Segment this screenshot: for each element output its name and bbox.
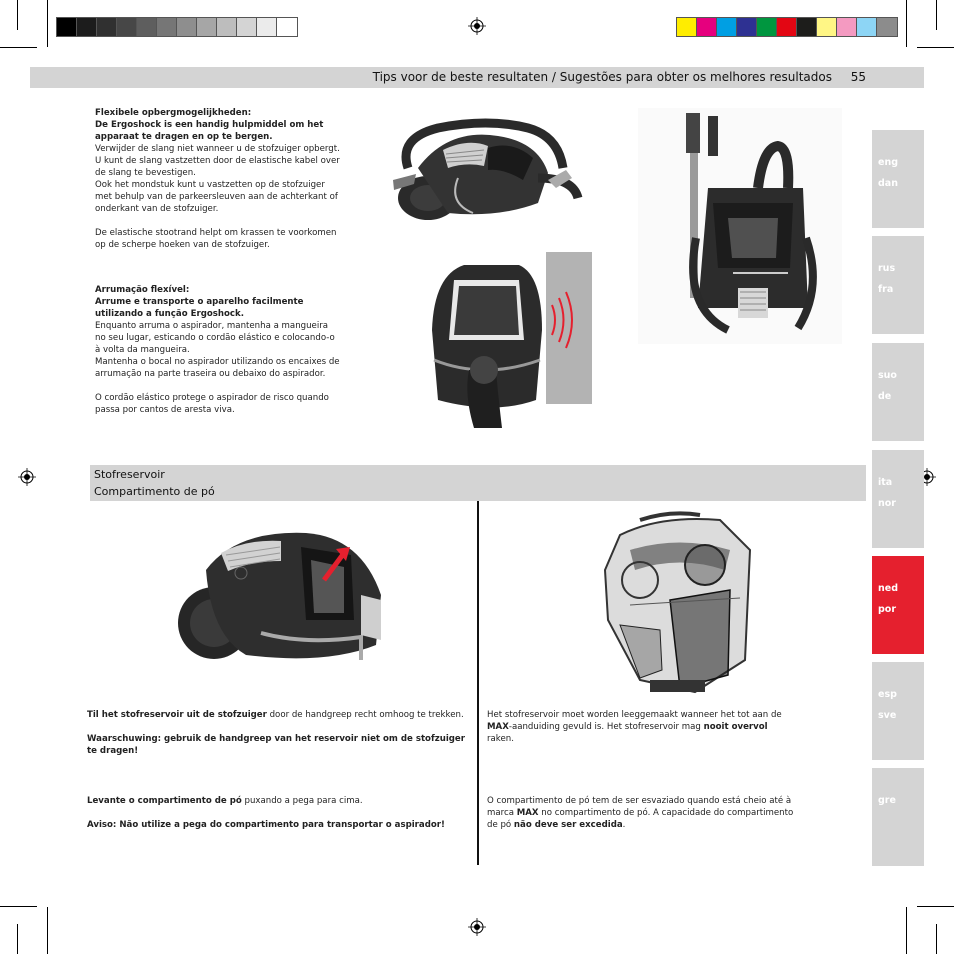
gray-swatch <box>77 18 97 36</box>
language-code: dan <box>878 178 898 189</box>
max-text: O compartimento de pó tem de ser esvaziado quando está cheio até à marca <box>487 796 792 818</box>
section-title-dutch: Stofreservoir <box>94 468 165 481</box>
bumper-wall-image <box>424 250 594 430</box>
language-tab-suo-de[interactable] <box>872 343 924 441</box>
page-title: Tips voor de beste resultaten / Sugestões para obter os melhores resultados <box>372 70 832 84</box>
language-tab-ned-por[interactable] <box>872 556 924 654</box>
color-swatch <box>817 18 837 36</box>
language-tab-gre[interactable] <box>872 768 924 866</box>
section-title-portuguese: Compartimento de pó <box>94 485 215 498</box>
page-header <box>30 67 924 88</box>
gray-swatch <box>217 18 237 36</box>
language-tab-rus-fra[interactable] <box>872 236 924 334</box>
registration-mark-icon <box>18 468 36 486</box>
storage-paragraph: O cordão elástico protege o aspirador de risco quando passa por cantos de aresta viva. <box>95 393 329 415</box>
gray-swatch <box>237 18 257 36</box>
language-code: eng <box>878 157 899 168</box>
storage-paragraph: Enquanto arruma o aspirador, mantenha a mangueira no seu lugar, esticando o cordão elástico e colocando-o à volta da mangueira. <box>95 321 335 355</box>
gray-swatch <box>277 18 297 36</box>
crop-mark <box>906 0 907 47</box>
color-swatch <box>697 18 717 36</box>
dust-container-text-left-pt <box>87 795 467 831</box>
language-code: rus <box>878 263 896 274</box>
language-code: esp <box>878 689 897 700</box>
column-divider <box>477 501 479 865</box>
gray-swatch <box>257 18 277 36</box>
page-number: 55 <box>850 70 866 84</box>
gray-swatch <box>137 18 157 36</box>
max-text: . <box>622 820 626 830</box>
warning-text: Waarschuwing: gebruik de handgreep van het reservoir niet om de stofzuiger te dragen! <box>87 734 465 756</box>
storage-subheading: Arrume e transporte o aparelho facilmente utilizando a função Ergoshock. <box>95 297 304 319</box>
gray-swatch <box>97 18 117 36</box>
crop-mark <box>906 907 907 954</box>
language-tab-esp-sve[interactable] <box>872 662 924 760</box>
color-swatch <box>837 18 857 36</box>
vacuum-upright-storage-image <box>638 108 842 344</box>
crop-mark <box>0 47 37 48</box>
language-code: suo <box>878 370 897 381</box>
max-text: no compartimento de pó. A capacidade do compartimento de pó <box>487 808 794 830</box>
language-code: ita <box>878 477 893 488</box>
crop-mark <box>0 906 37 907</box>
gray-swatch <box>197 18 217 36</box>
language-code: fra <box>878 284 894 295</box>
instruction-bold: Levante o compartimento de pó <box>87 796 242 806</box>
gray-swatch <box>117 18 137 36</box>
dust-container-text-left <box>87 709 467 757</box>
storage-heading: Arrumação flexível: <box>95 285 190 295</box>
dust-container-text-right-pt <box>487 795 797 831</box>
max-emphasis: não deve ser excedida <box>513 820 623 830</box>
color-swatch <box>737 18 757 36</box>
crop-mark <box>936 924 937 954</box>
storage-paragraph: Verwijder de slang niet wanneer u de stofzuiger opbergt. U kunt de slang vastzetten door de elastische kabel over de slang te bevestigen. <box>95 144 340 178</box>
language-code: de <box>878 391 892 402</box>
color-swatch <box>877 18 897 36</box>
storage-paragraph: Ook het mondstuk kunt u vastzetten op de stofzuiger met behulp van de parkeersleuven aan de achterkant of onderkant van de stofzuiger. <box>95 180 338 214</box>
language-tab-ita-nor[interactable] <box>872 450 924 548</box>
crop-mark <box>17 924 18 954</box>
language-tab-eng-dan[interactable] <box>872 130 924 228</box>
storage-paragraph: Mantenha o bocal no aspirador utilizando os encaixes de arrumação na parte traseira ou debaixo do aspirador. <box>95 357 340 379</box>
crop-mark <box>17 0 18 30</box>
gray-swatch <box>57 18 77 36</box>
gray-swatch <box>177 18 197 36</box>
max-text: raken. <box>487 734 514 744</box>
registration-mark-icon <box>468 17 486 35</box>
instruction-text: puxando a pega para cima. <box>241 796 363 806</box>
warning-text: Aviso: Não utilize a pega do compartimento para transportar o aspirador! <box>87 820 445 830</box>
vacuum-hose-storage-image <box>388 118 590 230</box>
language-code: nor <box>878 498 896 509</box>
max-label: MAX <box>516 808 539 818</box>
gray-swatch <box>157 18 177 36</box>
crop-mark <box>47 0 48 47</box>
storage-subheading: De Ergoshock is een handig hulpmiddel om het apparaat te dragen en op te bergen. <box>95 120 324 142</box>
storage-paragraph: De elastische stootrand helpt om krassen te voorkomen op de scherpe hoeken van de stofzuiger. <box>95 228 337 250</box>
color-swatch <box>777 18 797 36</box>
dust-container-text-right <box>487 709 797 745</box>
language-code: por <box>878 604 897 615</box>
color-swatch <box>797 18 817 36</box>
color-swatch <box>857 18 877 36</box>
storage-text-dutch <box>95 107 340 251</box>
process-color-bar <box>676 17 898 37</box>
crop-mark <box>47 907 48 954</box>
crop-mark <box>917 47 954 48</box>
crop-mark <box>917 906 954 907</box>
language-code: sve <box>878 710 897 721</box>
max-label: MAX <box>487 722 509 732</box>
max-text: -aanduiding gevuld is. Het stofreservoir mag <box>508 722 704 732</box>
grayscale-color-bar <box>56 17 298 37</box>
color-swatch <box>717 18 737 36</box>
instruction-text: door de handgreep recht omhoog te trekken. <box>266 710 464 720</box>
max-emphasis: nooit overvol <box>703 722 768 732</box>
storage-heading: Flexibele opbergmogelijkheden: <box>95 108 252 118</box>
instruction-bold: Til het stofreservoir uit de stofzuiger <box>87 710 267 720</box>
storage-text-portuguese <box>95 284 340 416</box>
language-code: ned <box>878 583 899 594</box>
max-text: Het stofreservoir moet worden leeggemaakt wanneer het tot aan de <box>487 710 782 720</box>
color-swatch <box>757 18 777 36</box>
language-code: gre <box>878 795 896 806</box>
color-swatch <box>677 18 697 36</box>
crop-mark <box>936 0 937 30</box>
transparent-dust-container-image <box>600 510 760 696</box>
section-band-dust-container <box>90 465 866 501</box>
dust-container-lift-image <box>176 525 388 670</box>
registration-mark-icon <box>468 918 486 936</box>
